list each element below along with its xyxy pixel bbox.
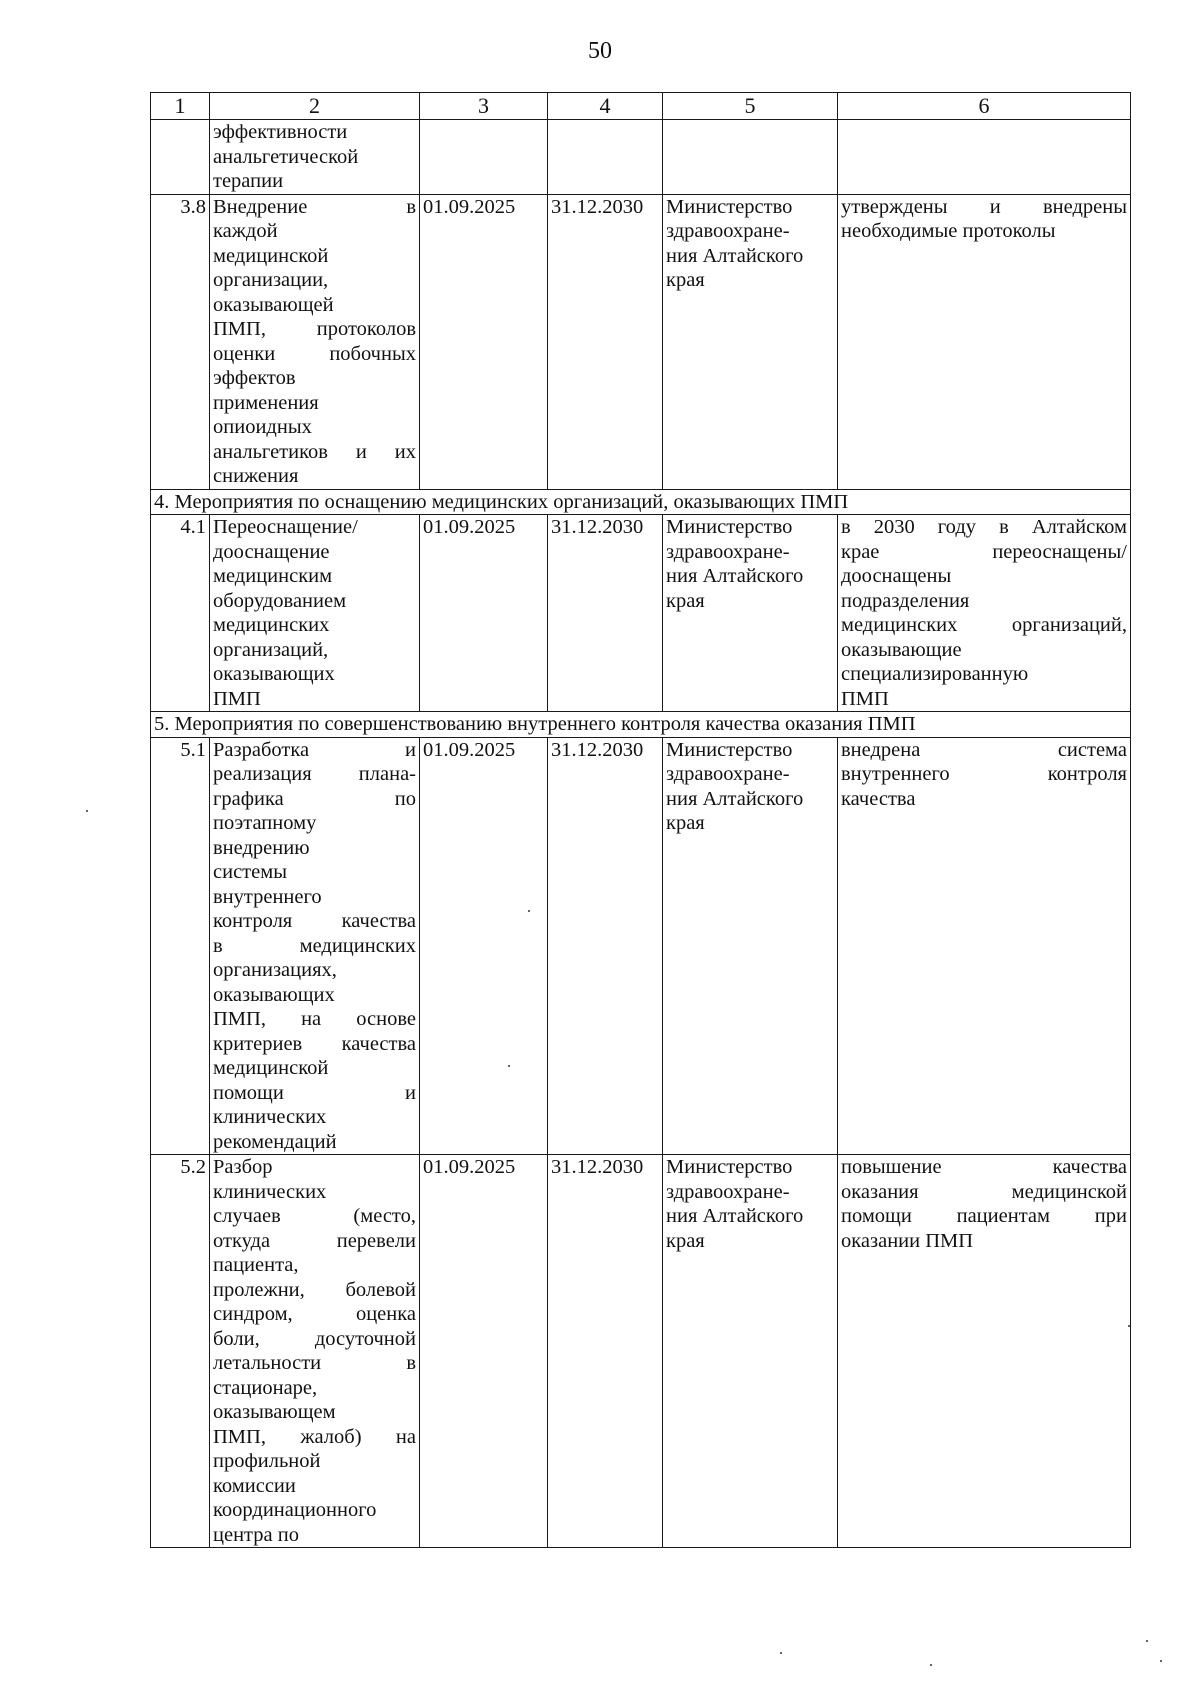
cell-text-line: системы <box>213 861 287 883</box>
cell-text-line: комиссии <box>213 1474 296 1497</box>
cell-text-line: клинических <box>213 1180 327 1203</box>
cell-measure-name <box>210 1155 420 1548</box>
cell-text-line: медицинской <box>213 1057 329 1079</box>
cell-text-line: оценки побочных <box>213 342 416 365</box>
cell-text-line: внедрению <box>213 836 310 859</box>
cell-text-line: анальгетической <box>213 145 359 168</box>
cell-executor <box>663 194 838 489</box>
scan-speck <box>508 1065 510 1067</box>
cell-text-line: в 2030 году в Алтайском <box>841 516 1127 538</box>
cell-text-line: здравоохране- <box>666 1180 790 1203</box>
cell-text-line: здравоохране- <box>666 540 790 563</box>
cell-num: 4.1 <box>151 515 210 712</box>
cell-text-line: утверждены и внедрены <box>841 195 1127 218</box>
cell-text-line: применения <box>213 391 319 414</box>
table-row-3-8 <box>151 194 1131 489</box>
table-row-4-1 <box>151 515 1131 712</box>
cell-text-line: медицинских <box>213 614 330 636</box>
cell-start-date: 01.09.2025 <box>420 1155 548 1548</box>
cell-text-line: Переоснащение/ <box>213 516 358 538</box>
cell-text-line: центра по <box>213 1523 299 1546</box>
section-row-5 <box>151 712 1131 738</box>
cell-text-line: опиоидных <box>213 416 312 438</box>
cell-text-line: ПМП <box>213 687 261 710</box>
table-row-5-2 <box>151 1155 1131 1548</box>
cell-text-line: рекомендаций <box>213 1130 337 1153</box>
cell-text-line: клинических <box>213 1106 327 1128</box>
cell-text-line: организациях, <box>213 959 337 981</box>
cell-text-line: терапии <box>213 170 284 192</box>
cell-measure-name <box>210 194 420 489</box>
cell-text-line: случаев (место, <box>213 1205 416 1227</box>
cell-text-line: стационаре, <box>213 1376 318 1399</box>
cell-text-line: крае переоснащены/ <box>841 540 1127 563</box>
table-row-continuation <box>151 120 1131 195</box>
scan-speck <box>1128 1325 1130 1327</box>
cell-text-line: анальгетиков и их <box>213 440 416 463</box>
cell-text-line: качества <box>841 787 916 810</box>
cell-result <box>838 737 1131 1155</box>
section-heading-4: 4. Мероприятия по оснащению медицинских организаций, оказывающих ПМП <box>151 489 1131 515</box>
cell-text-line: внедрена система <box>841 738 1127 761</box>
column-header-4: 4 <box>548 93 663 120</box>
cell-text-line: края <box>666 1229 705 1252</box>
cell-text-line: снижения <box>213 465 299 487</box>
table-row-5-1 <box>151 737 1131 1155</box>
cell-text-line: Министерство <box>666 1156 793 1178</box>
cell-text-line: каждой <box>213 220 278 242</box>
cell-text-line: критериев качества <box>213 1032 416 1055</box>
cell-text-line: поэтапному <box>213 812 317 834</box>
cell-num <box>151 120 210 195</box>
cell-text-line: графика по <box>213 787 416 810</box>
cell-text-line: медицинской <box>213 244 329 267</box>
cell-text-line: ния Алтайского <box>666 244 804 267</box>
cell-measure-name <box>210 515 420 712</box>
cell-text-line: Министерство <box>666 516 793 538</box>
column-header-6: 6 <box>838 93 1131 120</box>
scan-speck <box>930 1664 932 1666</box>
cell-text-line: оказывающие <box>841 638 962 661</box>
cell-text-line: откуда перевели <box>213 1229 416 1252</box>
cell-text-line: оказывающем <box>213 1401 336 1423</box>
cell-text-line: помощи и <box>213 1081 416 1104</box>
cell-end-date: 31.12.2030 <box>548 515 663 712</box>
cell-start-date <box>420 120 548 195</box>
cell-result <box>838 515 1131 712</box>
cell-measure-name <box>210 120 420 195</box>
cell-num: 5.1 <box>151 737 210 1155</box>
cell-text-line: края <box>666 269 705 291</box>
cell-executor <box>663 120 838 195</box>
measures-table <box>150 92 1131 1548</box>
cell-text-line: помощи пациентам при <box>841 1205 1127 1227</box>
cell-text-line: ПМП, на основе <box>213 1008 416 1030</box>
cell-end-date: 31.12.2030 <box>548 194 663 489</box>
column-header-3: 3 <box>420 93 548 120</box>
cell-text-line: профильной <box>213 1450 321 1472</box>
cell-text-line: здравоохране- <box>666 763 790 785</box>
cell-start-date: 01.09.2025 <box>420 515 548 712</box>
cell-start-date: 01.09.2025 <box>420 737 548 1155</box>
section-row-4 <box>151 489 1131 515</box>
cell-text-line: оказании ПМП <box>841 1229 974 1252</box>
cell-text-line: ния Алтайского <box>666 565 804 587</box>
cell-text-line: в медицинских <box>213 934 416 957</box>
cell-text-line: подразделения <box>841 589 970 612</box>
cell-text-line: боли, досуточной <box>213 1327 416 1350</box>
section-heading-5: 5. Мероприятия по совершенствованию внутреннего контроля качества оказания ПМП <box>151 712 1131 738</box>
cell-text-line: координационного <box>213 1499 377 1521</box>
scan-speck <box>528 910 530 912</box>
cell-text-line: здравоохране- <box>666 220 790 242</box>
table-header-row <box>151 93 1131 120</box>
cell-text-line: внутреннего <box>213 885 322 908</box>
cell-text-line: медицинским <box>213 565 333 587</box>
cell-measure-name <box>210 737 420 1155</box>
cell-text-line: пациента, <box>213 1254 299 1276</box>
cell-text-line: синдром, оценка <box>213 1303 416 1325</box>
cell-text-line: внутреннего контроля <box>841 763 1127 785</box>
cell-num: 3.8 <box>151 194 210 489</box>
cell-text-line: эффектов <box>213 367 296 389</box>
cell-text-line: эффективности <box>213 121 348 143</box>
cell-text-line: оказывающей <box>213 293 334 316</box>
cell-text-line: ния Алтайского <box>666 1205 804 1227</box>
cell-text-line: ПМП, жалоб) на <box>213 1425 416 1448</box>
cell-end-date: 31.12.2030 <box>548 1155 663 1548</box>
cell-result <box>838 1155 1131 1548</box>
cell-text-line: ния Алтайского <box>666 787 804 810</box>
cell-text-line: дооснащение <box>213 540 330 563</box>
cell-text-line: оборудованием <box>213 589 347 612</box>
cell-text-line: реализация плана- <box>213 763 416 785</box>
column-header-2: 2 <box>210 93 420 120</box>
cell-text-line: дооснащены <box>841 565 952 587</box>
cell-end-date: 31.12.2030 <box>548 737 663 1155</box>
scan-speck <box>780 1652 782 1654</box>
cell-start-date: 01.09.2025 <box>420 194 548 489</box>
scan-speck <box>1160 1660 1162 1662</box>
scan-speck <box>86 810 88 812</box>
column-header-5: 5 <box>663 93 838 120</box>
cell-text-line: края <box>666 589 705 612</box>
cell-text-line: повышение качества <box>841 1156 1127 1178</box>
cell-text-line: организаций, <box>213 638 329 661</box>
cell-text-line: Министерство <box>666 195 793 218</box>
cell-text-line: ПМП, протоколов <box>213 318 416 340</box>
scan-speck <box>1146 1640 1148 1642</box>
cell-text-line: медицинских организаций, <box>841 614 1127 636</box>
cell-text-line: оказывающих <box>213 663 335 685</box>
cell-text-line: летальности в <box>213 1352 416 1374</box>
cell-result <box>838 194 1131 489</box>
cell-text-line: контроля качества <box>213 910 416 932</box>
cell-text-line: края <box>666 812 705 834</box>
cell-executor <box>663 737 838 1155</box>
cell-end-date <box>548 120 663 195</box>
cell-text-line: организации, <box>213 269 329 291</box>
page-number: 50 <box>588 38 612 64</box>
cell-result <box>838 120 1131 195</box>
cell-text-line: оказывающих <box>213 983 335 1006</box>
cell-text-line: Разработка и <box>213 738 416 761</box>
cell-text-line: пролежни, болевой <box>213 1278 416 1301</box>
cell-text-line: Разбор <box>213 1156 273 1178</box>
cell-text-line: необходимые протоколы <box>841 220 1056 242</box>
cell-num: 5.2 <box>151 1155 210 1548</box>
cell-text-line: ПМП <box>841 687 889 710</box>
cell-executor <box>663 1155 838 1548</box>
cell-text-line: оказания медицинской <box>841 1180 1127 1203</box>
cell-text-line: Внедрение в <box>213 195 416 218</box>
column-header-1: 1 <box>151 93 210 120</box>
cell-text-line: специализированную <box>841 663 1029 685</box>
cell-executor <box>663 515 838 712</box>
cell-text-line: Министерство <box>666 738 793 761</box>
